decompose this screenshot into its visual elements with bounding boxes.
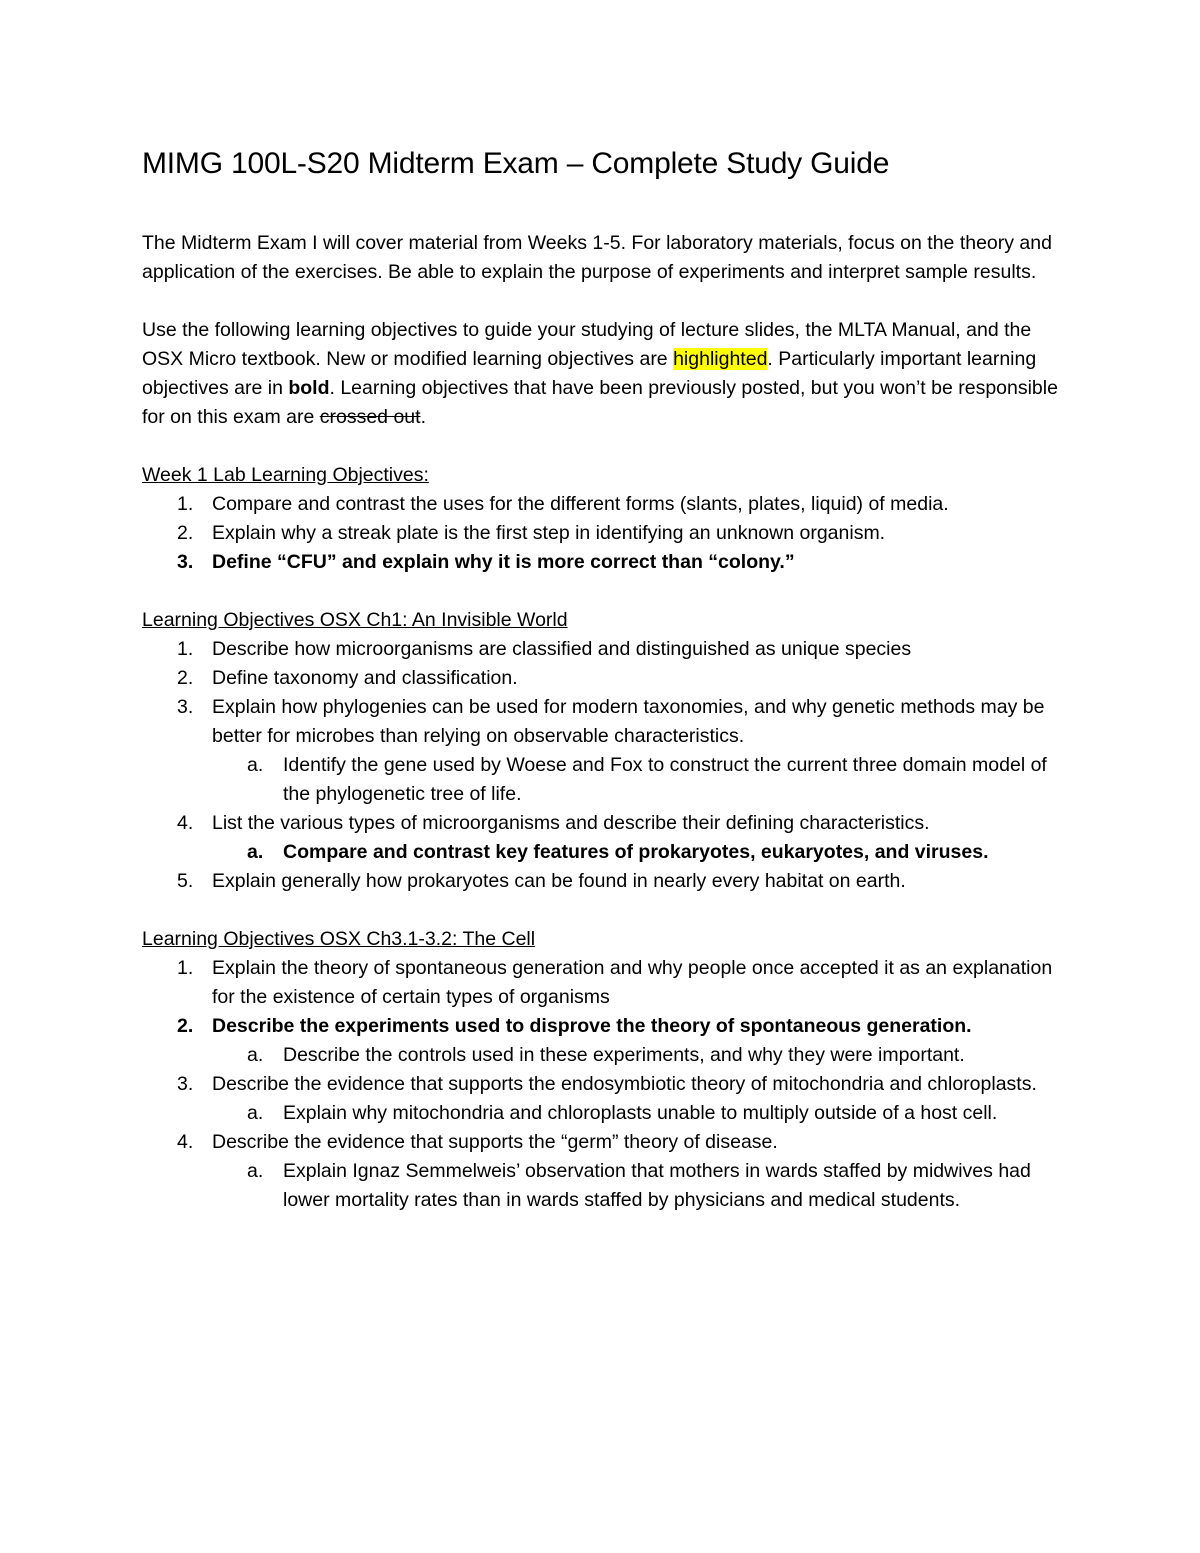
list-item: [142, 693, 1072, 751]
sub-item-text: Explain why mitochondria and chloroplasts unable to multiply outside of a host cell.: [283, 1102, 998, 1124]
item-text: Explain how phylogenies can be used for modern taxonomies, and why genetic methods may be better for microbes than relying on observable characteristics.: [212, 696, 1045, 747]
sub-item-text: Identify the gene used by Woese and Fox to construct the current three domain model of the phylogenetic tree of life.: [283, 754, 1047, 805]
item-number: 2.: [177, 667, 194, 689]
item-number: 4.: [177, 812, 194, 834]
list-item: [142, 548, 1072, 577]
section-heading: Week 1 Lab Learning Objectives:: [142, 464, 429, 486]
list-item: [142, 1012, 1072, 1041]
objectives-section: [142, 461, 1072, 577]
objectives-list: [142, 490, 1072, 577]
sub-item-letter: a.: [247, 754, 264, 776]
item-number: 2.: [177, 1015, 194, 1037]
item-number: 3.: [177, 551, 194, 573]
item-text: Explain why a streak plate is the first step in identifying an unknown organism.: [212, 522, 886, 544]
sub-list-item: [142, 1157, 1072, 1215]
item-number: 2.: [177, 522, 194, 544]
objectives-section: [142, 925, 1072, 1215]
legend-text-2: . Particularly important learning objectives are in: [142, 348, 1037, 399]
section-heading: Learning Objectives OSX Ch3.1-3.2: The Cell: [142, 928, 536, 950]
objectives-section: [142, 606, 1072, 896]
item-number: 3.: [177, 1073, 194, 1095]
item-text: Describe the evidence that supports the “germ” theory of disease.: [212, 1131, 778, 1153]
objectives-sections: [142, 461, 1072, 1215]
document-content: [142, 140, 1072, 1215]
item-text: Describe the experiments used to disprove the theory of spontaneous generation.: [212, 1015, 972, 1037]
item-text: Explain generally how prokaryotes can be found in nearly every habitat on earth.: [212, 870, 906, 892]
list-item: [142, 954, 1072, 1012]
highlighted-sample: highlighted: [673, 348, 768, 370]
sub-list-item: [142, 1099, 1072, 1128]
sub-item-letter: a.: [247, 841, 264, 863]
sub-item-letter: a.: [247, 1160, 264, 1182]
list-item: [142, 519, 1072, 548]
list-item: [142, 809, 1072, 838]
list-item: [142, 635, 1072, 664]
section-heading: Learning Objectives OSX Ch1: An Invisible World: [142, 609, 568, 631]
item-text: List the various types of microorganisms and describe their defining characteristics.: [212, 812, 930, 834]
item-number: 3.: [177, 696, 194, 718]
list-item: [142, 490, 1072, 519]
bold-sample: bold: [288, 377, 330, 399]
legend-text-4: .: [420, 406, 426, 428]
list-item: [142, 664, 1072, 693]
item-number: 4.: [177, 1131, 194, 1153]
objectives-list: [142, 954, 1072, 1215]
sub-item-letter: a.: [247, 1044, 264, 1066]
sub-item-text: Explain Ignaz Semmelweis’ observation that mothers in wards staffed by midwives had lower mortality rates than in wards staffed by physicians and medical students.: [283, 1160, 1031, 1211]
legend-text-3: . Learning objectives that have been previously posted, but you won’t be responsible for on this exam are: [142, 377, 1058, 428]
document-title: MIMG 100L-S20 Midterm Exam – Complete Study Guide: [142, 147, 890, 180]
item-text: Define “CFU” and explain why it is more correct than “colony.”: [212, 551, 795, 573]
legend-paragraph: [142, 316, 1072, 432]
sub-list-item: [142, 751, 1072, 809]
sub-list-item: [142, 1041, 1072, 1070]
item-text: Explain the theory of spontaneous generation and why people once accepted it as an explanation for the existence of certain types of organisms: [212, 957, 1053, 1008]
objectives-list: [142, 635, 1072, 896]
item-number: 1.: [177, 638, 194, 660]
item-text: Define taxonomy and classification.: [212, 667, 518, 689]
legend-text-1: Use the following learning objectives to guide your studying of lecture slides, the MLTA Manual, and the OSX Micro textbook. New or modified learning objectives are: [142, 319, 1032, 370]
list-item: [142, 1070, 1072, 1099]
item-text: Compare and contrast the uses for the different forms (slants, plates, liquid) of media.: [212, 493, 949, 515]
crossed-out-sample: crossed out: [319, 406, 421, 428]
item-number: 1.: [177, 957, 194, 979]
intro-paragraph: The Midterm Exam I will cover material from Weeks 1-5. For laboratory materials, focus on the theory and application of the exercises. Be able to explain the purpose of experiments and interpret sample results.: [142, 232, 1052, 283]
sub-item-text: Describe the controls used in these experiments, and why they were important.: [283, 1044, 965, 1066]
sub-item-letter: a.: [247, 1102, 264, 1124]
sub-list-item: [142, 838, 1072, 867]
sub-item-text: Compare and contrast key features of prokaryotes, eukaryotes, and viruses.: [283, 841, 989, 863]
item-number: 1.: [177, 493, 194, 515]
item-text: Describe how microorganisms are classified and distinguished as unique species: [212, 638, 912, 660]
item-number: 5.: [177, 870, 194, 892]
list-item: [142, 867, 1072, 896]
list-item: [142, 1128, 1072, 1157]
item-text: Describe the evidence that supports the endosymbiotic theory of mitochondria and chloroplasts.: [212, 1073, 1037, 1095]
